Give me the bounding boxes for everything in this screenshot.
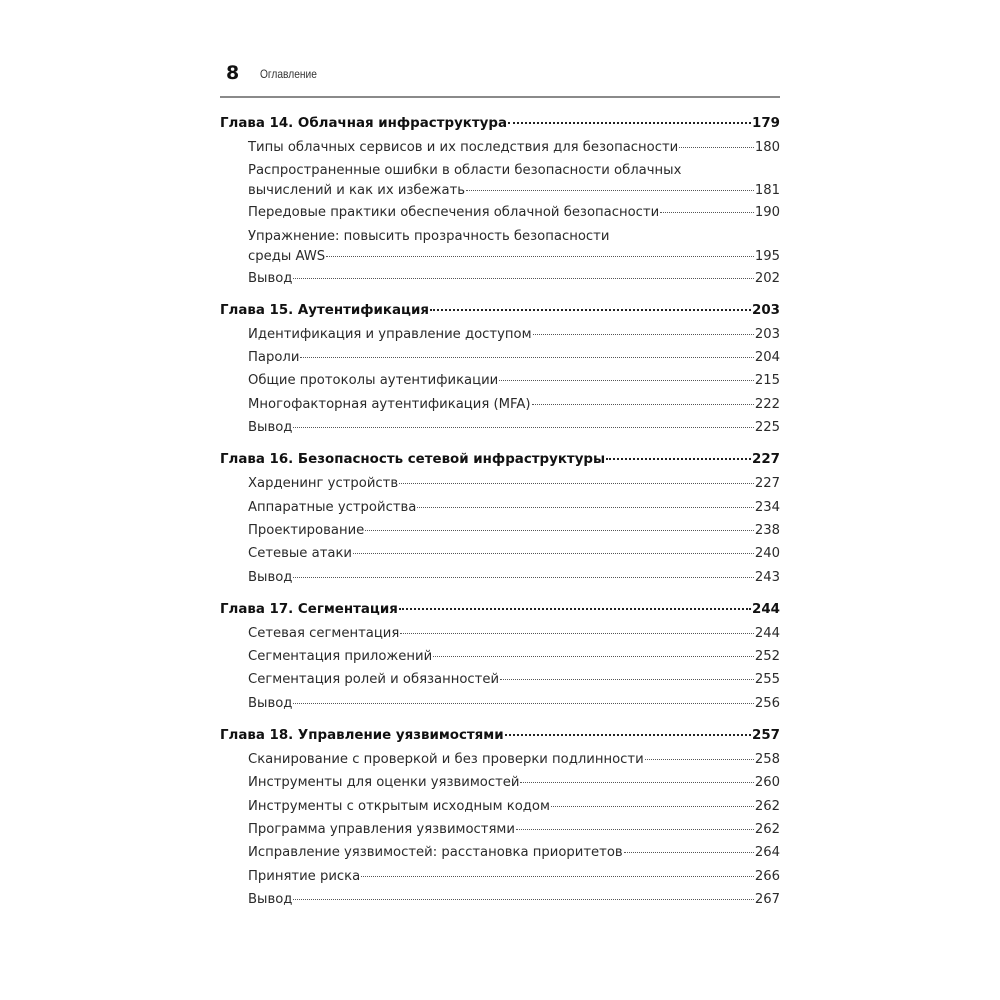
entry-title: Сегментация ролей и обязанностей bbox=[248, 672, 500, 688]
entry-title: Глава 14. Облачная инфраструктура bbox=[220, 116, 508, 131]
page-ref: 260 bbox=[754, 775, 780, 791]
section-entry[interactable] bbox=[220, 645, 780, 668]
section-entry[interactable] bbox=[220, 267, 780, 290]
section-entry[interactable] bbox=[220, 542, 780, 565]
page-ref: 225 bbox=[754, 420, 780, 436]
entry-title: вычислений и как их избежать bbox=[248, 183, 466, 199]
page-ref: 267 bbox=[754, 891, 780, 907]
dot-leader bbox=[293, 577, 753, 578]
section-entry[interactable] bbox=[220, 416, 780, 439]
entry-title: Глава 18. Управление уязвимостями bbox=[220, 728, 504, 744]
dot-leader bbox=[400, 633, 754, 634]
page-ref: 243 bbox=[754, 569, 780, 585]
entry-title: Передовые практики обеспечения облачной безопасности bbox=[248, 205, 660, 221]
dot-leader bbox=[466, 190, 754, 191]
page-ref: 264 bbox=[754, 845, 780, 861]
entry-title: Пароли bbox=[248, 350, 300, 366]
dot-leader bbox=[551, 806, 754, 807]
section-entry[interactable] bbox=[220, 180, 780, 201]
page-ref: 266 bbox=[754, 868, 780, 884]
section-entry[interactable] bbox=[220, 496, 780, 519]
entry-title: Инструменты с открытым исходным кодом bbox=[248, 798, 550, 814]
section-entry[interactable] bbox=[220, 201, 780, 224]
page-ref: 195 bbox=[754, 248, 780, 264]
page-ref: 227 bbox=[752, 452, 780, 468]
entry-title: Вывод bbox=[248, 891, 293, 907]
chapter-entry[interactable] bbox=[220, 112, 780, 136]
entry-title: Аппаратные устройства bbox=[248, 499, 417, 515]
section-entry[interactable] bbox=[220, 472, 780, 495]
entry-title: Харденинг устройств bbox=[248, 476, 399, 492]
dot-leader bbox=[399, 483, 754, 484]
entry-title: Программа управления уязвимостями bbox=[248, 821, 515, 837]
page-ref: 202 bbox=[754, 270, 780, 286]
dot-leader bbox=[508, 122, 751, 124]
dot-leader bbox=[433, 656, 754, 657]
dot-leader bbox=[293, 703, 753, 704]
section-entry[interactable] bbox=[220, 369, 780, 392]
page-ref: 203 bbox=[752, 302, 780, 318]
dot-leader bbox=[361, 876, 754, 877]
dot-leader bbox=[430, 309, 751, 311]
chapter-entry[interactable] bbox=[220, 299, 780, 323]
section-entry[interactable] bbox=[220, 771, 780, 794]
entry-title: Глава 17. Сегментация bbox=[220, 601, 398, 617]
dot-leader bbox=[505, 734, 751, 736]
entry-title: среды AWS bbox=[248, 248, 326, 264]
section-entry[interactable] bbox=[220, 566, 780, 589]
entry-title: Вывод bbox=[248, 270, 293, 286]
entry-title: Многофакторная аутентификация (MFA) bbox=[248, 396, 531, 412]
page-ref: 181 bbox=[754, 183, 780, 199]
section-entry[interactable] bbox=[220, 519, 780, 542]
dot-leader bbox=[417, 507, 753, 508]
section-entry[interactable] bbox=[220, 865, 780, 888]
page-ref: 215 bbox=[754, 373, 780, 389]
page-ref: 255 bbox=[754, 672, 780, 688]
page-ref: 244 bbox=[754, 625, 780, 641]
dot-leader bbox=[326, 256, 754, 257]
page-number: 8 bbox=[226, 62, 240, 84]
entry-title: Сканирование с проверкой и без проверки подлинности bbox=[248, 752, 644, 768]
page-ref: 234 bbox=[754, 499, 780, 515]
page-ref: 244 bbox=[752, 601, 780, 617]
section-entry[interactable] bbox=[220, 888, 780, 911]
dot-leader bbox=[499, 380, 754, 381]
entry-title: Сетевые атаки bbox=[248, 546, 352, 562]
page-ref: 222 bbox=[754, 396, 780, 412]
section-entry[interactable] bbox=[220, 346, 780, 369]
entry-title: Общие протоколы аутентификации bbox=[248, 373, 499, 389]
page-ref: 262 bbox=[754, 798, 780, 814]
page-ref: 258 bbox=[754, 752, 780, 768]
chapter-entry[interactable] bbox=[220, 598, 780, 622]
page-ref: 257 bbox=[752, 728, 780, 744]
entry-title-line1[interactable]: Распространенные ошибки в области безопасности облачных bbox=[248, 163, 682, 179]
page-ref: 180 bbox=[754, 140, 780, 155]
entry-title: Исправление уязвимостей: расстановка приоритетов bbox=[248, 845, 623, 861]
dot-leader bbox=[516, 829, 754, 830]
page-ref: 203 bbox=[754, 326, 780, 342]
chapter-group bbox=[220, 448, 780, 588]
dot-leader bbox=[293, 427, 753, 428]
section-entry[interactable] bbox=[220, 246, 780, 267]
dot-leader bbox=[293, 278, 753, 279]
page-ref: 256 bbox=[754, 695, 780, 711]
dot-leader bbox=[500, 679, 754, 680]
section-entry[interactable] bbox=[220, 668, 780, 691]
dot-leader bbox=[353, 553, 754, 554]
page-ref: 227 bbox=[754, 476, 780, 492]
section-entry[interactable] bbox=[220, 622, 780, 645]
entry-title: Глава 16. Безопасность сетевой инфраструктуры bbox=[220, 452, 606, 468]
page-ref: 204 bbox=[754, 350, 780, 366]
page-ref: 252 bbox=[754, 649, 780, 665]
dot-leader bbox=[660, 212, 754, 213]
dot-leader bbox=[533, 334, 754, 335]
section-entry[interactable] bbox=[220, 136, 780, 159]
page-ref: 238 bbox=[754, 522, 780, 538]
chapter-group bbox=[220, 299, 780, 439]
entry-title: Инструменты для оценки уязвимостей bbox=[248, 775, 520, 791]
section-entry[interactable] bbox=[220, 818, 780, 841]
entry-title: Принятие риска bbox=[248, 868, 361, 884]
chapter-entry[interactable] bbox=[220, 724, 780, 748]
chapter-group bbox=[220, 112, 780, 290]
entry-title: Сегментация приложений bbox=[248, 649, 433, 665]
chapter-entry[interactable] bbox=[220, 448, 780, 472]
page-ref: 190 bbox=[754, 205, 780, 221]
dot-leader bbox=[365, 530, 754, 531]
entry-title: Идентификация и управление доступом bbox=[248, 326, 532, 342]
dot-leader bbox=[532, 404, 754, 405]
dot-leader bbox=[679, 147, 754, 148]
running-title: Оглавление bbox=[260, 67, 317, 81]
page-header bbox=[220, 60, 780, 98]
entry-title: Проектирование bbox=[248, 522, 365, 538]
section-entry[interactable] bbox=[220, 323, 780, 346]
section-entry[interactable] bbox=[220, 841, 780, 864]
chapter-group bbox=[220, 724, 780, 911]
entry-title: Типы облачных сервисов и их последствия для безопасности bbox=[248, 140, 679, 155]
table-of-contents bbox=[220, 112, 780, 920]
dot-leader bbox=[399, 608, 751, 610]
entry-title: Вывод bbox=[248, 695, 293, 711]
entry-title: Вывод bbox=[248, 420, 293, 436]
section-entry[interactable] bbox=[220, 692, 780, 715]
page-ref: 262 bbox=[754, 821, 780, 837]
entry-title: Глава 15. Аутентификация bbox=[220, 302, 429, 318]
dot-leader bbox=[293, 899, 753, 900]
entry-title: Вывод bbox=[248, 569, 293, 585]
dot-leader bbox=[300, 357, 753, 358]
entry-title: Сетевая сегментация bbox=[248, 625, 400, 641]
section-entry[interactable] bbox=[220, 795, 780, 818]
dot-leader bbox=[645, 759, 754, 760]
dot-leader bbox=[624, 852, 754, 853]
dot-leader bbox=[606, 458, 751, 460]
dot-leader bbox=[520, 782, 753, 783]
section-entry[interactable] bbox=[220, 748, 780, 771]
chapter-group bbox=[220, 598, 780, 715]
section-entry[interactable] bbox=[220, 393, 780, 416]
page-ref: 179 bbox=[752, 116, 780, 131]
page-ref: 240 bbox=[754, 546, 780, 562]
entry-title-line1[interactable]: Упражнение: повысить прозрачность безопасности bbox=[248, 228, 610, 244]
